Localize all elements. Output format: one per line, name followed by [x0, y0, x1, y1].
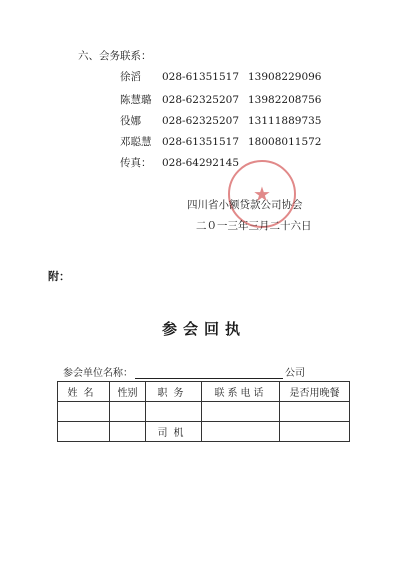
table-row: [58, 422, 350, 442]
col-header-position: 职务: [146, 382, 202, 402]
table-cell[interactable]: [280, 422, 350, 442]
table-cell-driver: 司机: [146, 422, 202, 442]
contact-row: [120, 134, 322, 149]
contact-mobile: 13908229096: [248, 71, 322, 83]
receipt-table: [57, 381, 350, 442]
fax-row: [120, 155, 239, 170]
contact-row: [120, 69, 322, 84]
contact-phone: 028-61351517: [162, 71, 240, 83]
table-cell[interactable]: [58, 422, 110, 442]
table-cell[interactable]: [280, 402, 350, 422]
table-cell[interactable]: [202, 422, 280, 442]
table-cell[interactable]: [58, 402, 110, 422]
contact-name: 邓聪慧: [120, 136, 152, 148]
issuer-org: 四川省小额贷款公司协会: [187, 199, 303, 211]
unit-label: 参会单位名称：: [63, 368, 133, 379]
fax-label: 传真：: [120, 157, 152, 169]
table-row: [58, 402, 350, 422]
contact-mobile: 13982208756: [248, 94, 322, 106]
fax-number: 028-64292145: [162, 157, 240, 169]
table-cell[interactable]: [202, 402, 280, 422]
section-heading: 六、会务联系：: [78, 50, 152, 62]
contact-mobile: 13111889735: [248, 115, 322, 127]
table-cell[interactable]: [110, 422, 146, 442]
table-cell[interactable]: [110, 402, 146, 422]
contact-name: 徐滔: [120, 71, 141, 83]
contact-name: 役娜: [120, 115, 141, 127]
contact-phone: 028-61351517: [162, 136, 240, 148]
contact-row: [120, 92, 322, 107]
col-header-name: 姓名: [58, 382, 110, 402]
col-header-phone: 联系电话: [202, 382, 280, 402]
table-cell[interactable]: [146, 402, 202, 422]
contact-phone: 028-62325207: [162, 115, 240, 127]
col-header-dinner: 是否用晚餐: [280, 382, 350, 402]
unit-suffix: 公司: [285, 368, 305, 379]
contact-row: [120, 113, 322, 128]
seal-star-icon: ★: [253, 182, 271, 206]
form-title: 参会回执: [162, 320, 247, 338]
contact-phone: 028-62325207: [162, 94, 240, 106]
col-header-gender: 性别: [110, 382, 146, 402]
unit-name-field[interactable]: [135, 368, 283, 379]
attachment-label: 附：: [48, 270, 70, 283]
issuer-date: 二０一三年三月二十六日: [196, 220, 312, 232]
contact-mobile: 18008011572: [248, 136, 322, 148]
table-header-row: [58, 382, 350, 402]
contact-name: 陈慧璐: [120, 94, 152, 106]
unit-name-line: [63, 364, 305, 379]
